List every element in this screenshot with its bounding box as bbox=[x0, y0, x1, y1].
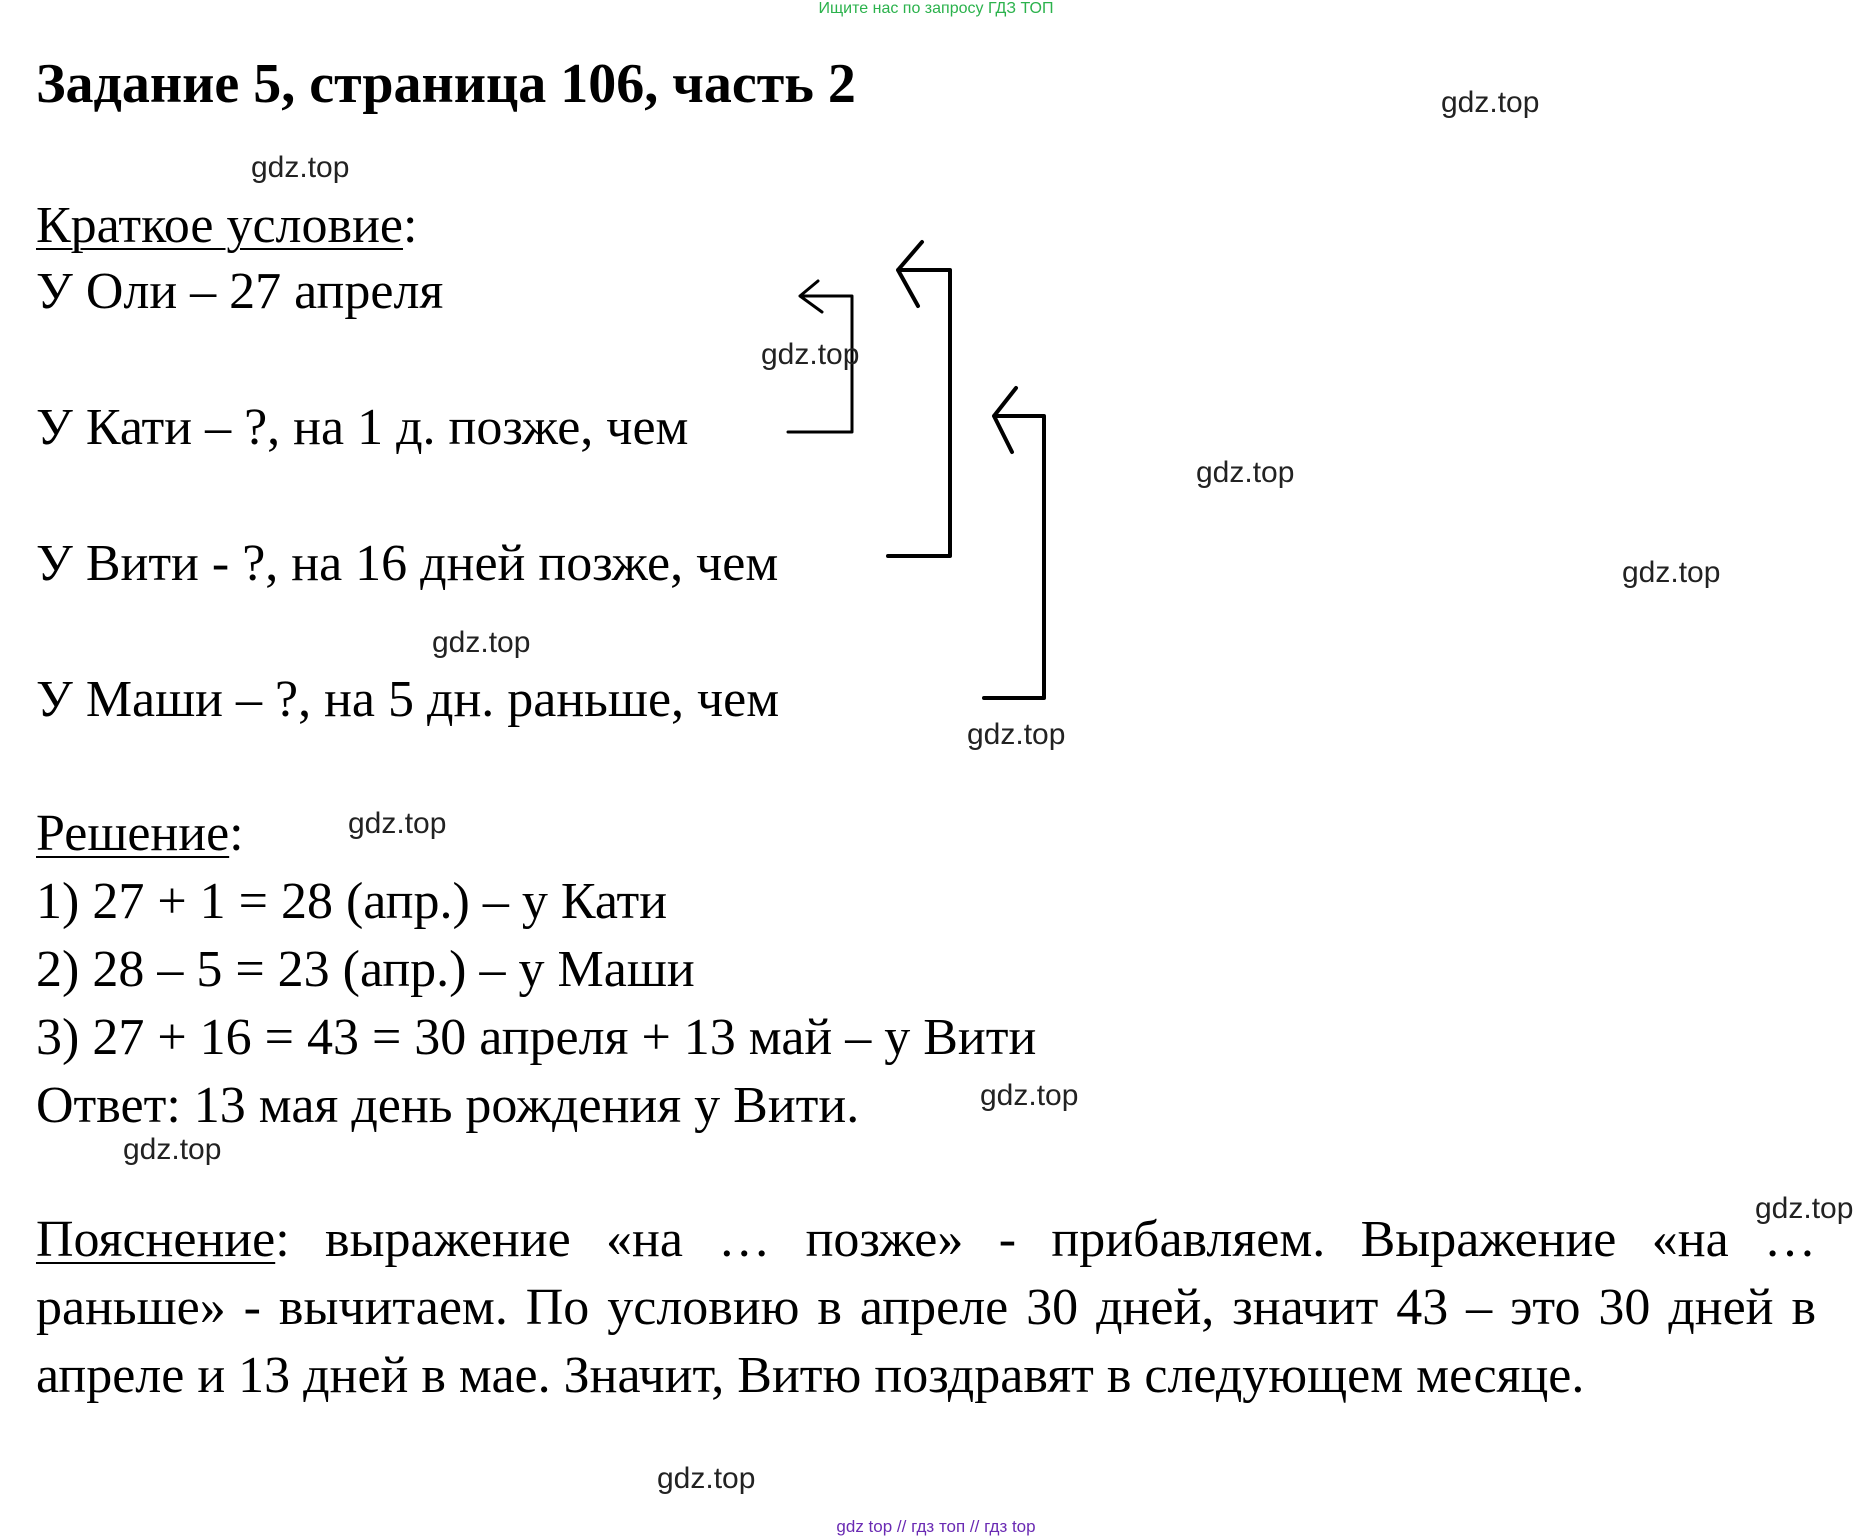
condition-line-katya: У Кати – ?, на 1 д. позже, чем bbox=[36, 399, 689, 456]
solution-colon: : bbox=[229, 805, 244, 862]
solution-step-2: 2) 28 – 5 = 23 (апр.) – у Маши bbox=[36, 941, 695, 998]
watermark: gdz.top bbox=[967, 718, 1066, 751]
condition-line-olya: У Оли – 27 апреля bbox=[36, 263, 444, 320]
condition-colon: : bbox=[402, 197, 418, 254]
watermark: gdz.top bbox=[348, 807, 447, 840]
explanation-text: : выражение «на … позже» - прибавляем. Выражение «на … раньше» - вычитаем. По условию в апреле 30 дней, значит 43 – это 30 дней в апреле и 13 дней в мае. Значит, Витю поздравят в следующем месяце. bbox=[36, 1211, 1816, 1404]
watermark: gdz.top bbox=[657, 1462, 756, 1495]
explanation-heading: Пояснение bbox=[36, 1211, 276, 1268]
arrow-masha-to-vitya bbox=[984, 388, 1044, 698]
condition-line-masha: У Маши – ?, на 5 дн. раньше, чем bbox=[36, 671, 780, 728]
solution-heading: Решение bbox=[36, 805, 230, 862]
solution-step-3: 3) 27 + 16 = 43 = 30 апреля + 13 май – у Вити bbox=[36, 1009, 1037, 1066]
watermark: gdz.top bbox=[251, 151, 350, 184]
page-title: Задание 5, страница 106, часть 2 bbox=[36, 53, 856, 115]
condition-heading: Краткое условие bbox=[36, 197, 403, 254]
condition-line-vitya: У Вити - ?, на 16 дней позже, чем bbox=[36, 535, 779, 592]
watermark: gdz.top bbox=[123, 1133, 222, 1166]
watermark: gdz.top bbox=[1196, 456, 1295, 489]
solution-heading-line bbox=[36, 804, 244, 864]
watermark: gdz.top bbox=[980, 1079, 1079, 1112]
top-note: Ищите нас по запросу ГДЗ ТОП bbox=[818, 0, 1054, 17]
watermark: gdz.top bbox=[1622, 556, 1721, 589]
arrow-vitya-to-olya bbox=[888, 242, 950, 556]
answer: Ответ: 13 мая день рождения у Вити. bbox=[36, 1077, 860, 1134]
watermark: gdz.top bbox=[432, 626, 531, 659]
explanation bbox=[36, 1206, 1816, 1410]
solution-step-1: 1) 27 + 1 = 28 (апр.) – у Кати bbox=[36, 873, 668, 930]
footer: gdz top // гдз топ // гдз top bbox=[836, 1517, 1036, 1536]
watermark: gdz.top bbox=[1441, 86, 1540, 119]
watermark: gdz.top bbox=[1755, 1192, 1854, 1225]
watermark: gdz.top bbox=[761, 338, 860, 371]
